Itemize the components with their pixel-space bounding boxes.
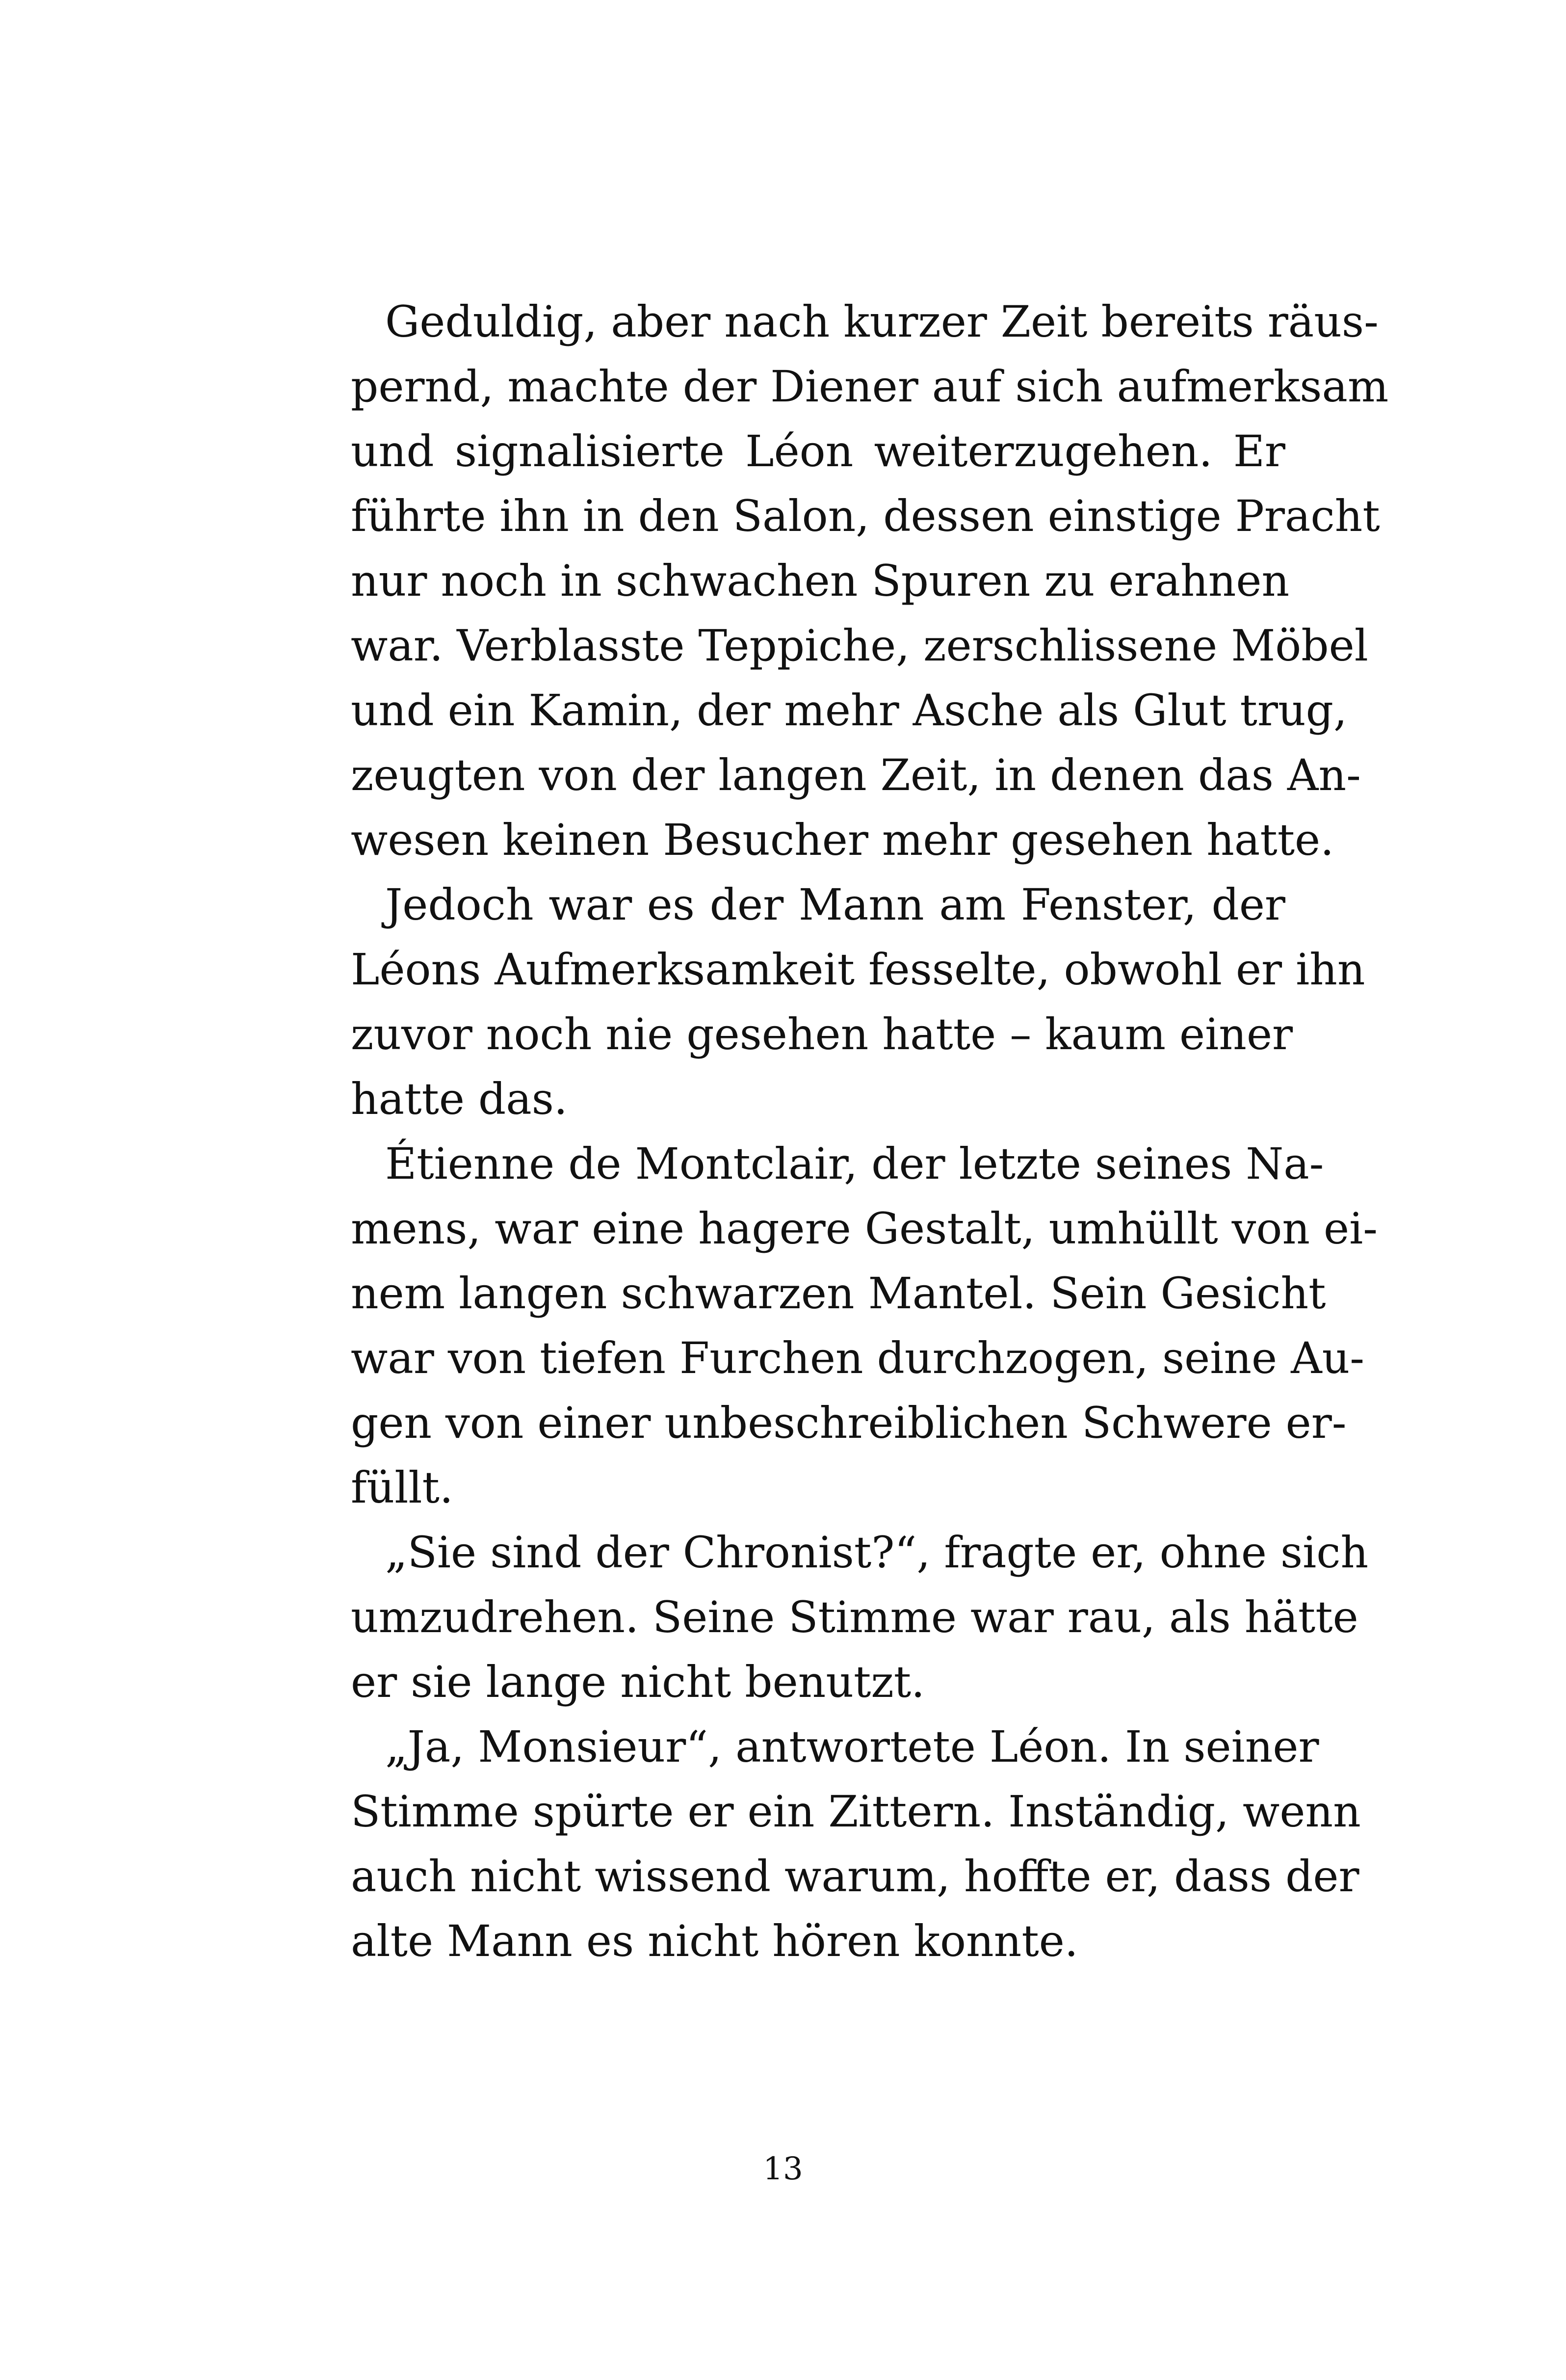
text-line: führte ihn in den Salon, dessen einstige Pracht [351, 491, 1380, 541]
text-line: auch nicht wissend warum, hoffte er, dass der [351, 1851, 1359, 1902]
text-line: füllt. [351, 1462, 453, 1513]
text-line: nem langen schwarzen Mantel. Sein Gesicht [351, 1268, 1326, 1319]
text-line: er sie lange nicht benutzt. [351, 1657, 925, 1707]
text-line: war. Verblasste Teppiche, zerschlissene Möbel [351, 620, 1368, 671]
text-line: zeugten von der langen Zeit, in denen das An- [351, 750, 1361, 800]
text-line: „Sie sind der Chronist?“, fragte er, ohne sich [385, 1527, 1369, 1578]
text-line: und signalisierte Léon weiterzugehen. Er [351, 426, 1285, 476]
text-line: hatte das. [351, 1074, 568, 1124]
text-line: war von tiefen Furchen durchzogen, seine Au- [351, 1333, 1365, 1383]
text-line: mens, war eine hagere Gestalt, umhüllt von ei- [351, 1203, 1378, 1254]
text-line: alte Mann es nicht hören konnte. [351, 1916, 1078, 1966]
page-number: 13 [763, 2151, 803, 2187]
text-line: und ein Kamin, der mehr Asche als Glut trug, [351, 685, 1347, 736]
text-line: umzudrehen. Seine Stimme war rau, als hätte [351, 1592, 1358, 1642]
text-line: Jedoch war es der Mann am Fenster, der [385, 879, 1285, 930]
text-line: wesen keinen Besucher mehr gesehen hatte. [351, 815, 1334, 865]
text-line: nur noch in schwachen Spuren zu erahnen [351, 555, 1290, 606]
text-line: „Ja, Monsieur“, antwortete Léon. In seiner [385, 1721, 1319, 1772]
paragraph-1 [351, 290, 1389, 873]
paragraph-5 [351, 1715, 1361, 1974]
text-line: Geduldig, aber nach kurzer Zeit bereits räus- [385, 296, 1379, 347]
paragraph-2 [351, 873, 1365, 1132]
text-line: gen von einer unbeschreiblichen Schwere er- [351, 1398, 1347, 1448]
paragraph-4 [351, 1520, 1369, 1715]
text-line: zuvor noch nie gesehen hatte – kaum einer [351, 1009, 1293, 1059]
text-line: Stimme spürte er ein Zittern. Inständig, wenn [351, 1786, 1361, 1837]
text-line: Léons Aufmerksamkeit fesselte, obwohl er ihn [351, 944, 1365, 995]
paragraph-3 [351, 1132, 1378, 1520]
body-text [351, 290, 1389, 1974]
text-line: pernd, machte der Diener auf sich aufmerksam [351, 361, 1389, 412]
text-line: Étienne de Montclair, der letzte seines Na- [385, 1138, 1324, 1189]
